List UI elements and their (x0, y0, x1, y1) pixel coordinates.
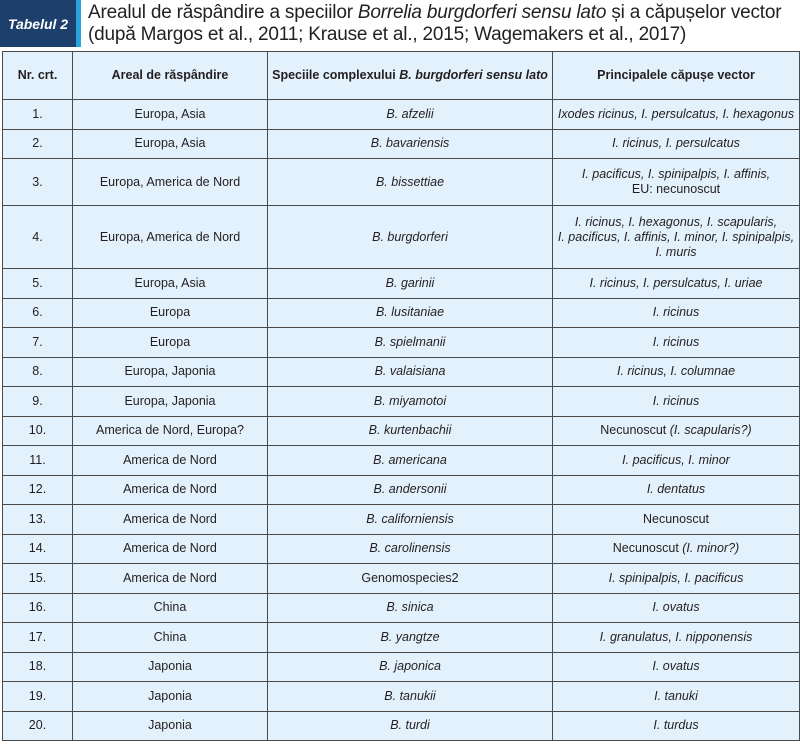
table-row (3, 652, 800, 682)
table-row (3, 564, 800, 594)
cell-vector-line: Ixodes ricinus, I. persulcatus, I. hexagonus (557, 106, 795, 121)
table-title (88, 2, 796, 46)
cell-nr-text: 1. (32, 106, 43, 121)
cell-areal-text: Japonia (148, 718, 192, 733)
cell-vector-line: I. turdus (653, 718, 699, 733)
cell-vector-line: I. pacificus, I. spinipalpis, I. affinis, (581, 167, 771, 181)
cell-vector (553, 100, 800, 130)
cell-areal (73, 534, 268, 564)
title-text-pre: Arealul de răspândire a speciilor (88, 2, 358, 23)
cell-species (268, 623, 553, 653)
cell-species (268, 357, 553, 387)
cell-areal (73, 682, 268, 712)
cell-vector (553, 129, 800, 159)
cell-species (268, 682, 553, 712)
cell-nr (3, 357, 73, 387)
cell-areal-text: Europa, Asia (134, 136, 206, 151)
cell-vector-line: I. ricinus, I. persulcatus, I. uriae (589, 275, 763, 290)
cell-vector-line: I. dentatus (646, 482, 706, 497)
table-row (3, 446, 800, 476)
header-species (268, 52, 553, 100)
table-row (3, 416, 800, 446)
cell-species-text: B. tanukii (384, 688, 436, 703)
cell-areal-text: Europa, Asia (134, 275, 206, 290)
cell-vector (553, 446, 800, 476)
cell-nr (3, 416, 73, 446)
cell-areal-text: America de Nord, Europa? (96, 423, 244, 438)
cell-areal (73, 593, 268, 623)
cell-areal (73, 298, 268, 328)
cell-nr-text: 17. (28, 629, 47, 644)
cell-areal-text: America de Nord (123, 482, 217, 497)
cell-vector (553, 298, 800, 328)
cell-nr-text: 4. (32, 229, 43, 244)
cell-areal-text: Europa, America de Nord (99, 229, 241, 244)
cell-areal (73, 100, 268, 130)
cell-areal (73, 505, 268, 535)
cell-nr-text: 18. (28, 659, 47, 674)
table-row (3, 357, 800, 387)
cell-species (268, 446, 553, 476)
cell-areal (73, 475, 268, 505)
cell-vector-line: I. spinipalpis, I. pacificus (608, 570, 744, 585)
cell-nr (3, 159, 73, 206)
cell-vector (553, 623, 800, 653)
cell-vector-line: (I. scapularis?) (669, 423, 752, 438)
cell-areal-text: America de Nord (123, 511, 217, 526)
table-body (3, 100, 800, 741)
cell-areal (73, 206, 268, 269)
cell-species-text: B. sinica (386, 600, 434, 615)
cell-species-text: B. burgdorferi (372, 229, 448, 244)
cell-vector-line: I. ricinus, I. columnae (616, 364, 736, 379)
table-header-row (3, 52, 800, 100)
cell-vector-line: I. ricinus, I. persulcatus (612, 136, 740, 151)
table-row (3, 100, 800, 130)
cell-vector-line: I. pacificus, I. affinis, I. minor, I. spinipalpis, (557, 229, 795, 244)
cell-species-text: B. kurtenbachii (368, 423, 452, 438)
title-species: Borrelia burgdorferi sensu lato (357, 2, 607, 23)
cell-vector (553, 328, 800, 358)
cell-nr (3, 593, 73, 623)
cell-species (268, 711, 553, 741)
cell-nr (3, 100, 73, 130)
cell-areal (73, 129, 268, 159)
table-row (3, 534, 800, 564)
cell-vector (553, 269, 800, 299)
cell-species (268, 593, 553, 623)
table-row (3, 129, 800, 159)
cell-areal (73, 623, 268, 653)
cell-species (268, 159, 553, 206)
cell-vector-line: I. ricinus (652, 393, 700, 408)
title-text-post: și a căpușelor vector (606, 2, 782, 23)
cell-vector-plain: Necunoscut (642, 511, 709, 526)
cell-species (268, 206, 553, 269)
cell-nr (3, 298, 73, 328)
cell-nr (3, 505, 73, 535)
cell-areal-text: Japonia (148, 688, 192, 703)
cell-vector-line: I. granulatus, I. nipponensis (599, 629, 753, 644)
cell-vector-line: I. ovatus (652, 600, 700, 615)
cell-species-text: B. garinii (385, 275, 435, 290)
cell-vector (553, 387, 800, 417)
cell-areal-text: Europa, Japonia (124, 393, 216, 408)
cell-areal-text: Europa (149, 305, 191, 320)
table-row (3, 206, 800, 269)
table-row (3, 328, 800, 358)
cell-nr-text: 19. (28, 688, 47, 703)
cell-vector-extra: EU: necunoscut (631, 182, 721, 196)
cell-areal (73, 387, 268, 417)
cell-species (268, 328, 553, 358)
cell-species (268, 416, 553, 446)
cell-species (268, 475, 553, 505)
cell-areal-text: America de Nord (123, 570, 217, 585)
cell-species (268, 534, 553, 564)
cell-nr-text: 14. (28, 541, 47, 556)
cell-vector-plain: Necunoscut (612, 541, 683, 556)
cell-vector-line: I. ricinus (652, 334, 700, 349)
cell-nr-text: 12. (28, 482, 47, 497)
cell-areal-text: Japonia (148, 659, 192, 674)
cell-nr-text: 13. (28, 511, 47, 526)
table-row (3, 505, 800, 535)
cell-species-text: Genomospecies2 (361, 570, 459, 585)
cell-nr-text: 7. (32, 334, 43, 349)
cell-areal (73, 564, 268, 594)
cell-areal-text: Europa, Japonia (124, 364, 216, 379)
cell-nr (3, 475, 73, 505)
cell-species (268, 564, 553, 594)
cell-nr-text: 8. (32, 364, 43, 379)
cell-nr (3, 564, 73, 594)
cell-species-text: B. valaisiana (374, 364, 446, 379)
table-row (3, 475, 800, 505)
table-row (3, 269, 800, 299)
cell-vector (553, 357, 800, 387)
title-sources: (după Margos et al., 2011; Krause et al., 2015; Wagemakers et al., 2017) (88, 24, 687, 45)
cell-species-text: B. yangtze (380, 629, 440, 644)
header-species-pre: Speciile complexului (272, 68, 400, 82)
cell-vector (553, 564, 800, 594)
cell-areal (73, 416, 268, 446)
cell-species (268, 505, 553, 535)
cell-nr-text: 11. (29, 452, 46, 467)
cell-vector (553, 505, 800, 535)
cell-species-text: B. afzelii (386, 106, 434, 121)
cell-areal (73, 652, 268, 682)
cell-vector-line: I. ricinus, I. hexagonus, I. scapularis, (574, 214, 778, 229)
cell-areal-text: Europa, Asia (134, 106, 206, 121)
cell-vector-line: I. tanuki (654, 688, 698, 703)
cell-species (268, 387, 553, 417)
cell-vector-line: I. muris (655, 244, 697, 259)
cell-nr (3, 269, 73, 299)
cell-areal-text: Europa (149, 334, 191, 349)
cell-vector (553, 593, 800, 623)
cell-species-text: B. japonica (379, 659, 441, 674)
cell-nr (3, 623, 73, 653)
table-caption (0, 0, 800, 47)
cell-species (268, 129, 553, 159)
cell-vector (553, 475, 800, 505)
cell-vector (553, 534, 800, 564)
cell-species (268, 298, 553, 328)
cell-species-text: B. bavariensis (370, 136, 450, 151)
cell-species-text: B. bissettiae (375, 174, 445, 189)
table-row (3, 298, 800, 328)
cell-species-text: B. andersonii (373, 482, 447, 497)
cell-nr-text: 3. (32, 174, 43, 189)
cell-nr (3, 652, 73, 682)
cell-areal-text: China (153, 629, 187, 644)
cell-nr-text: 6. (32, 305, 43, 320)
cell-species (268, 652, 553, 682)
cell-nr-text: 16. (28, 600, 47, 615)
cell-vector-line: I. ovatus (652, 659, 700, 674)
table-tag: Tabelul 2 (0, 0, 76, 47)
header-areal: Areal de răspândire (73, 52, 268, 100)
cell-nr (3, 328, 73, 358)
cell-vector-line: I. pacificus, I. minor (622, 452, 730, 467)
cell-vector-line: I. ricinus (652, 305, 700, 320)
cell-areal (73, 357, 268, 387)
cell-areal-text: China (153, 600, 187, 615)
cell-areal-text: America de Nord (123, 452, 217, 467)
species-table (2, 51, 800, 741)
cell-vector (553, 206, 800, 269)
table-row (3, 593, 800, 623)
cell-species-text: B. turdi (390, 718, 430, 733)
header-nr: Nr. crt. (3, 52, 73, 100)
cell-nr-text: 2. (32, 136, 43, 151)
cell-vector (553, 159, 800, 206)
cell-nr (3, 711, 73, 741)
cell-vector (553, 416, 800, 446)
cell-nr (3, 682, 73, 712)
cell-nr-text: 20. (28, 718, 47, 733)
cell-species (268, 100, 553, 130)
header-species-italic: B. burgdorferi sensu lato (399, 68, 548, 82)
header-vector: Principalele căpușe vector (553, 52, 800, 100)
cell-areal (73, 446, 268, 476)
cell-species-text: B. americana (373, 452, 447, 467)
cell-nr (3, 129, 73, 159)
cell-areal (73, 159, 268, 206)
cell-species-text: B. miyamotoi (373, 393, 447, 408)
cell-nr (3, 206, 73, 269)
table-row (3, 387, 800, 417)
cell-species-text: B. lusitaniae (375, 305, 445, 320)
cell-nr (3, 446, 73, 476)
cell-nr (3, 534, 73, 564)
cell-species-text: B. spielmanii (374, 334, 446, 349)
cell-areal (73, 328, 268, 358)
cell-vector (553, 682, 800, 712)
cell-nr (3, 387, 73, 417)
cell-areal (73, 711, 268, 741)
cell-nr-text: 5. (32, 275, 43, 290)
cell-areal-text: America de Nord (123, 541, 217, 556)
cell-areal-text: Europa, America de Nord (99, 174, 241, 189)
cell-nr-text: 10. (28, 423, 47, 438)
table-row (3, 711, 800, 741)
cell-nr-text: 15. (28, 570, 47, 585)
cell-areal (73, 269, 268, 299)
cell-vector-line: (I. minor?) (682, 541, 740, 556)
table-row (3, 623, 800, 653)
cell-vector (553, 652, 800, 682)
cell-nr-text: 9. (32, 393, 43, 408)
table-row (3, 159, 800, 206)
table-row (3, 682, 800, 712)
tag-accent-stripe (76, 0, 81, 47)
cell-vector-plain: Necunoscut (600, 423, 670, 438)
cell-species-text: B. carolinensis (369, 541, 451, 556)
cell-species-text: B. californiensis (366, 511, 454, 526)
cell-vector (553, 711, 800, 741)
cell-species (268, 269, 553, 299)
